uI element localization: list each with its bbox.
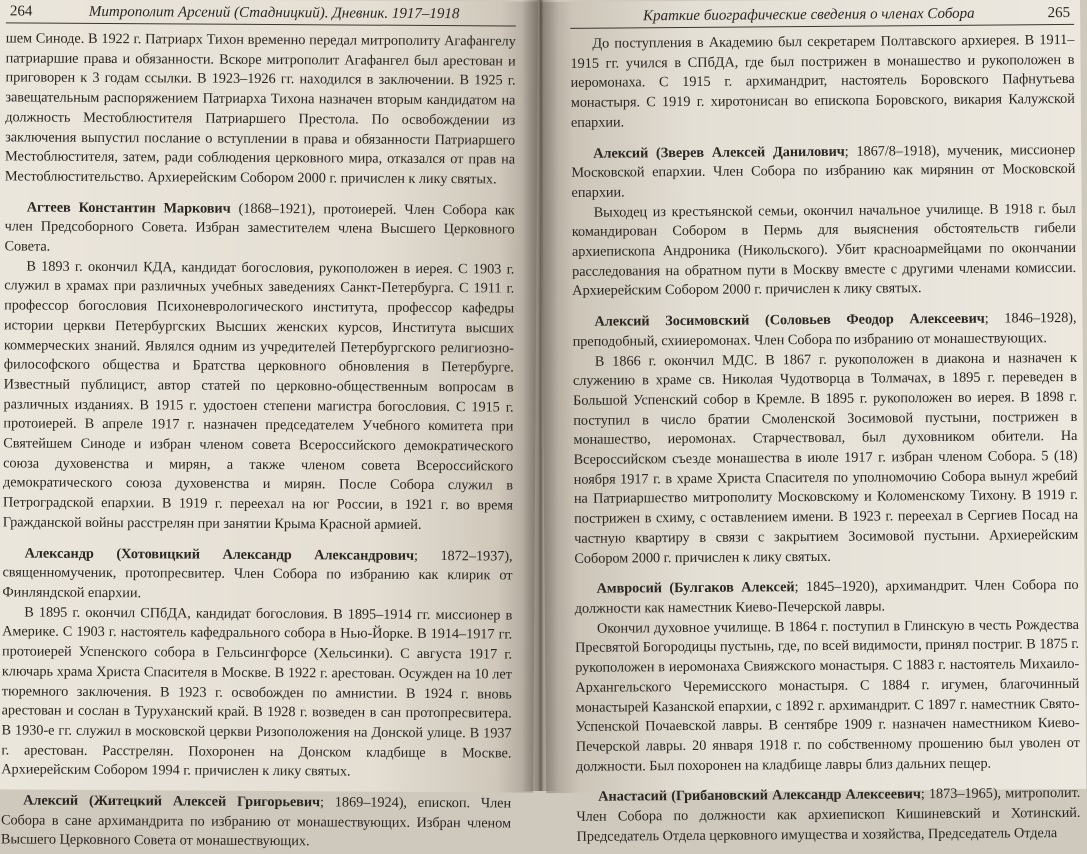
left-running-title: Митрополит Арсений (Стадницкий). Дневник. 1917–1918 <box>88 3 460 23</box>
biography-entry <box>4 198 514 260</box>
entry-name: Амвросий (Булгаков Алексей <box>596 579 795 597</box>
entry-text: ; 1872–1937), священномученик, протопресвитер. Член Собора по избранию как клирик от Финляндской епархии. <box>2 547 513 602</box>
left-page <box>0 0 538 850</box>
left-page-number: 264 <box>9 3 33 20</box>
biography-entry <box>575 576 1079 619</box>
right-running-title: Краткие биографические сведения о членах Собора <box>643 5 975 25</box>
entry-name: Александр (Хотовицкий Александр Александрович <box>24 545 415 564</box>
biography-entry <box>1 791 511 853</box>
right-page <box>540 0 1086 845</box>
entry-text: (1868–1921), протоиерей. Член Собора как член Предсоборного Совета. Избран заместителем члена Высшего Церковного Совета. <box>4 200 515 255</box>
paragraph: Окончил духовное училище. В 1864 г. поступил в Глинскую в честь Рождества Пресвятой Богородицы пустынь, где, по всей видимости, принял постриг. В 1875 г. рукоположен в иеромонаха Свияжского монастыря. С 1883 г. настоятель Михаило-Архангельского Черемисского монастыря. С 1884 г. игумен, благочинный монастырей Казанской епархии, с 1892 г. архимандрит. С 1897 г. наместник Свято-Успенской Почаевской лавры. В сентябре 1909 г. назначен наместником Киево-Печерской лавры. 20 января 1918 г. по собственному прошению был уволен от должности. Был похоронен на кладбище лавры близ дальних пещер. <box>575 616 1080 775</box>
entry-name: Алексий (Житецкий Алексей Григорьевич <box>23 792 321 811</box>
paragraph: До поступления в Академию был секретарем Полтавского архиерея. В 1911–1915 гг. учился в СПбДА, где был пострижен в монашество и рукоположен в иеромонаха. С 1915 г. архимандрит, настоятель Боровского Пафнутьева монастыря. С 1919 г. хиротонисан во епископа Боровского, викария Калужской епархии. <box>570 31 1075 131</box>
entry-text: ; 1846–1928), преподобный, схииеромонах. Член Собора по избранию от монашествующих. <box>572 310 1077 350</box>
entry-text: ; 1873–1965), митрополит. Член Собора по должности как архиепископ Кишиневский и Хотинский. Председатель Отдела церковного имущества и хозяйства, Председатель Отдела <box>576 785 1081 845</box>
entry-text: ; 1867/8–1918), мученик, миссионер Московской епархии. Член Собора по избранию как мирянин от Московской епархии. <box>571 141 1076 201</box>
entry-text: ; 1845–1920), архимандрит. Член Собора по должности как наместник Киево-Печерской лавры. <box>574 577 1079 617</box>
paragraph: В 1893 г. окончил КДА, кандидат богословия, рукоположен в иерея. С 1903 г. служил в храмах при различных учебных заведениях Санкт-Петербурга. С 1911 г. профессор богословия Психоневрологического института, профессор кафедры истории церкви Петербургских Высших женских курсов, Института высших коммерческих знаний. Являлся одним из учредителей Петербургского религиозно-философского общества и Братства церковного обновления в Петербурге. Известный публицист, автор статей по церковно-общественным вопросам в различных изданиях. В 1915 г. удостоен степени магистра богословия. С 1915 г. протоиерей. В апреле 1917 г. назначен председателем Учебного комитета при Святейшем Синоде и избран членом совета Всероссийского демократического союза духовенства и мирян, а также членом совета Всероссийского демократического союза духовенства и мирян. После Собора служил в Петроградской епархии. В 1919 г. переехал на юг России, в 1921 г. во время Гражданской войны расстрелян при занятии Крыма Красной армией. <box>2 258 515 533</box>
biography-entry <box>2 544 512 606</box>
biography-entry <box>576 784 1080 847</box>
entry-name: Алексий (Зверев Алексей Данилович <box>593 143 845 162</box>
paragraph: В 1866 г. окончил МДС. В 1867 г. рукоположен в диакона и назначен к служению в храме св. Николая Чудотворца в Толмачах, в 1895 г. переведен в Большой Успенский собор в Кремле. В 1895 г. рукоположен во иерея. В 1898 г. поступил в число братии Смоленской Зосимовой пустыни, пострижен в монашество, иеромонах. Старчествовал, был духовником обители. На Всероссийском съезде монашества в июле 1917 г. избран членом Собора. 5 (18) ноября 1917 г. в храме Христа Спасителя по уполномочию Собора вынул жребий на Патриаршество митрополиту Московскому и Коломенскому Тихону. В 1919 г. пострижен в схиму, с оставлением имени. В 1923 г. переехал в Сергиев Посад на частную квартиру в связи с закрытием Зосимовой пустыни. Архиерейским Собором 2000 г. причислен к лику святых. <box>572 349 1079 567</box>
paragraph: Выходец из крестьянской семьи, окончил начальное училище. В 1918 г. был командирован Собором в Пермь для выяснения обстоятельств гибели архиепископа Андроника (Никольского). Убит красноармейцами по окончании расследования на обратном пути в Москву вместе с другими членами комиссии. Архиерейским Собором 2000 г. причислен к лику святых. <box>571 200 1077 300</box>
biography-entry <box>572 309 1076 352</box>
entry-text: ; 1869–1924), епископ. Член Собора в сане архимандрита по избранию от монашествующих. Избран членом Высшего Церковного Совета от монашествующих. <box>0 794 512 850</box>
entry-name: Алексий Зосимовский (Соловьев Феодор Алексеевич <box>594 310 985 330</box>
right-running-head <box>570 4 1074 29</box>
entry-name: Агтеев Константин Маркович <box>26 199 231 217</box>
paragraph: шем Синоде. В 1922 г. Патриарх Тихон временно передал митрополиту Агафангелу патриаршие права и обязанности. Вскоре митрополит Агафангел был арестован и приговорен к 3 годам ссылки. В 1923–1926 гг. находился в заключении. В 1925 г. завещательным распоряжением Патриарха Тихона назначен вторым кандидатом на должность Местоблюстителя Патриаршего Престола. По освобождении из заключения выпустил послание о вступлении в права и обязанности Патриаршего Местоблюстителя, затем, ради соблюдения церковного мира, отказался от прав на Местоблюстительство. Архиерейским Собором 2000 г. причислен к лику святых. <box>4 30 516 188</box>
right-page-text <box>570 31 1080 847</box>
paragraph: В 1895 г. окончил СПбДА, кандидат богословия. В 1895–1914 гг. миссионер в Америке. С 1903 г. настоятель кафедрального собора в Нью-Йорке. В 1914–1917 гг. протоиерей Успенского собора в Гельсингфорсе (Хельсинки). С августа 1917 г. ключарь храма Христа Спасителя в Москве. В 1922 г. арестован. Осужден на 10 лет тюремного заключения. В 1923 г. освобожден по амнистии. В 1924 г. вновь арестован и сослан в Туруханский край. В 1928 г. возведен в сан протопресвитера. В 1930-е гг. служил в московской церкви Ризоположения на Донской улице. В 1937 г. арестован. Расстрелян. Похоронен на Донском кладбище в Москве. Архиерейским Собором 1994 г. причислен к лику святых. <box>1 604 513 780</box>
left-running-head <box>6 2 516 26</box>
right-page-number: 265 <box>1047 4 1071 22</box>
left-page-text <box>1 29 516 853</box>
biography-entry <box>571 140 1075 203</box>
entry-name: Анастасий (Грибановский Александр Алексеевич <box>598 786 921 805</box>
